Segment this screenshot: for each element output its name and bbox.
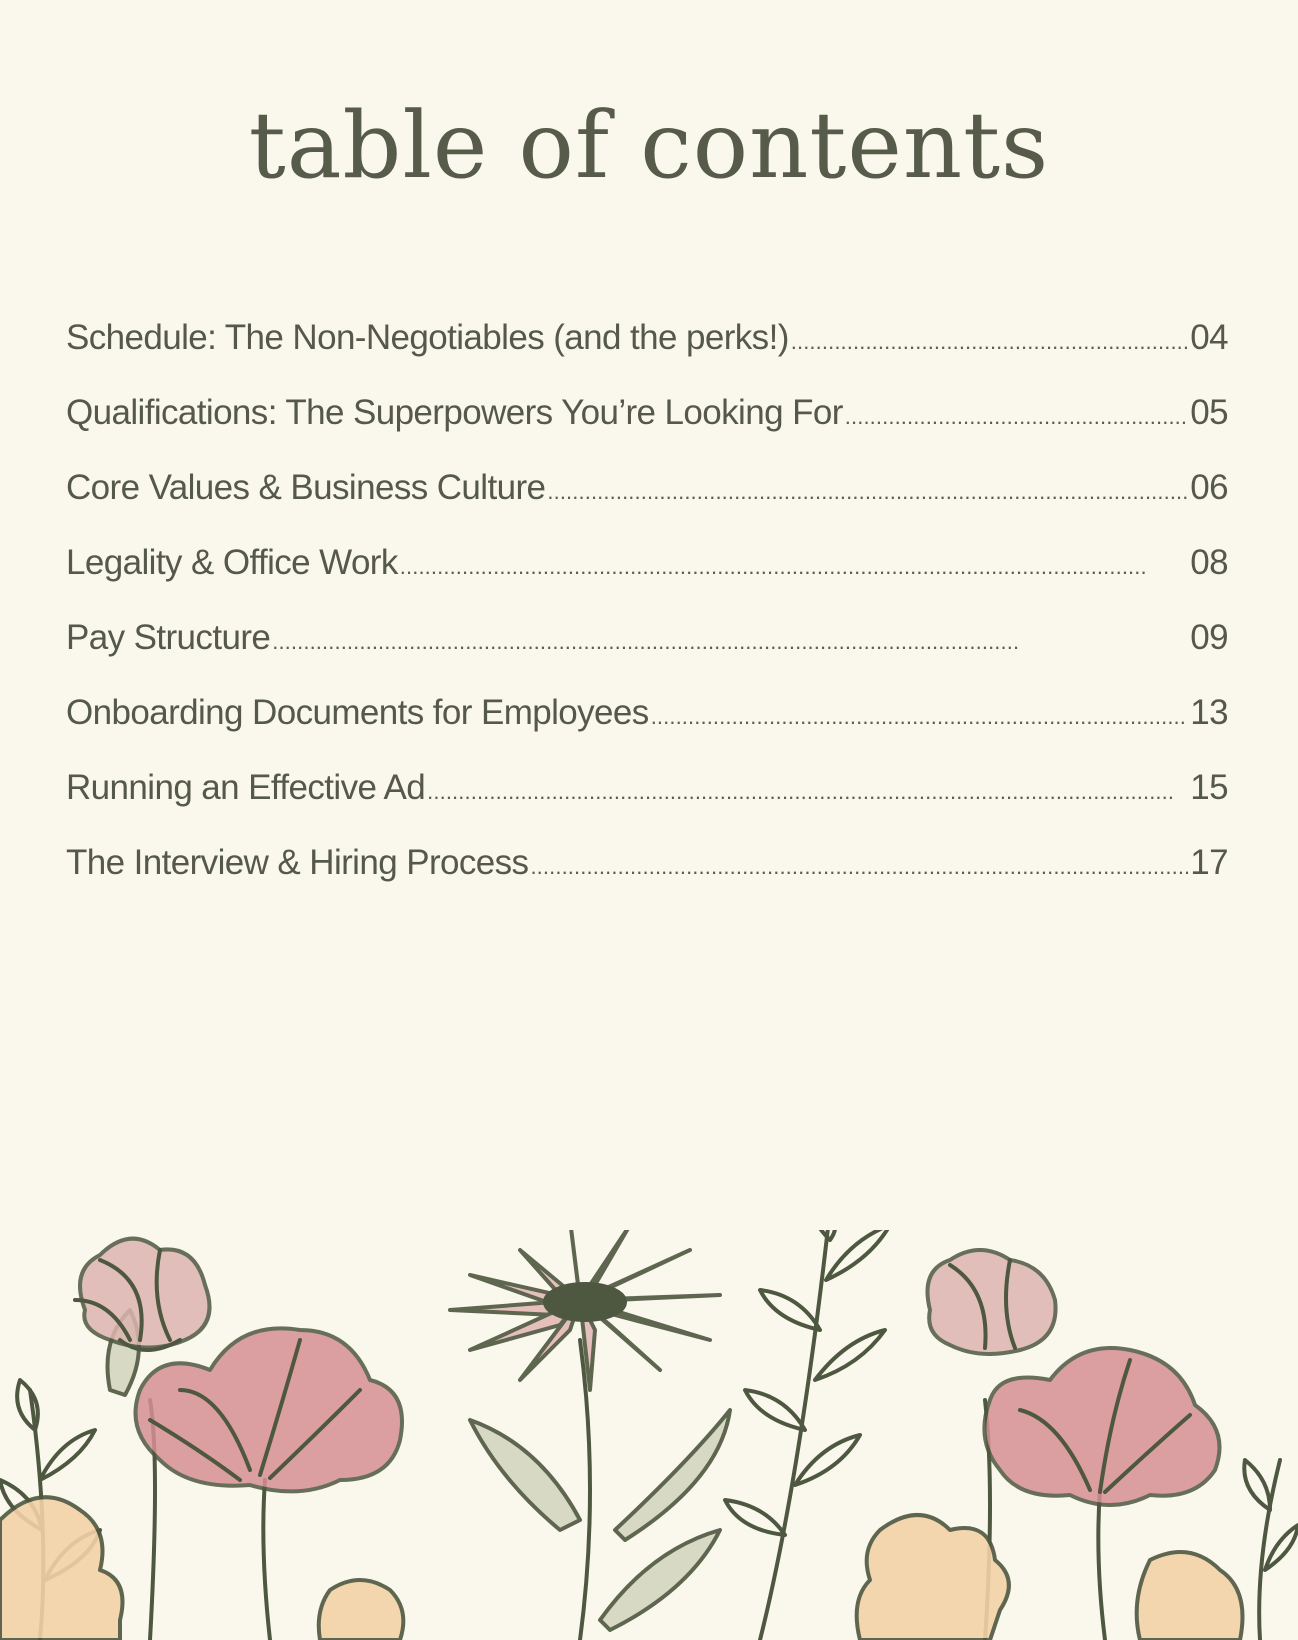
toc-dot-leader	[272, 629, 1188, 655]
toc-entry-label: Legality & Office Work	[66, 543, 398, 582]
toc-entry[interactable]	[66, 843, 1228, 918]
toc-entry-label: Onboarding Documents for Employees	[66, 693, 649, 732]
toc-entry-page: 05	[1190, 393, 1228, 432]
toc-entry[interactable]	[66, 693, 1228, 768]
toc-entry[interactable]	[66, 393, 1228, 468]
toc-entry[interactable]	[66, 768, 1228, 843]
toc-entry-label: Qualifications: The Superpowers You’re Looking For	[66, 393, 843, 432]
toc-entry[interactable]	[66, 468, 1228, 543]
fern-right	[1244, 1460, 1298, 1640]
toc-entry-page: 13	[1190, 693, 1228, 732]
toc-dot-leader	[791, 329, 1189, 355]
toc-entry-page: 17	[1190, 843, 1228, 882]
toc-entry[interactable]	[66, 618, 1228, 693]
toc-entry-page: 15	[1190, 768, 1228, 807]
fern-center	[725, 1230, 890, 1640]
toc-entry[interactable]	[66, 543, 1228, 618]
toc-dot-leader	[651, 704, 1189, 730]
toc-entry-label: Core Values & Business Culture	[66, 468, 546, 507]
toc-entry-page: 04	[1190, 318, 1228, 357]
toc-entry-label: Running an Effective Ad	[66, 768, 426, 807]
page-title: table of contents	[248, 92, 1050, 199]
toc-dot-leader	[427, 779, 1188, 805]
toc-entry-page: 06	[1190, 468, 1228, 507]
toc-entry-page: 09	[1190, 618, 1228, 657]
toc-entry-page: 08	[1190, 543, 1228, 582]
toc-list	[66, 318, 1228, 918]
toc-entry-label: The Interview & Hiring Process	[66, 843, 529, 882]
toc-entry-label: Schedule: The Non-Negotiables (and the perks!)	[66, 318, 789, 357]
toc-entry-label: Pay Structure	[66, 618, 271, 657]
toc-dot-leader	[547, 479, 1188, 505]
toc-dot-leader	[845, 404, 1188, 430]
toc-dot-leader	[400, 554, 1189, 580]
toc-dot-leader	[530, 854, 1188, 880]
toc-entry[interactable]	[66, 318, 1228, 393]
watercolor-flowers-illustration	[0, 1230, 1298, 1640]
